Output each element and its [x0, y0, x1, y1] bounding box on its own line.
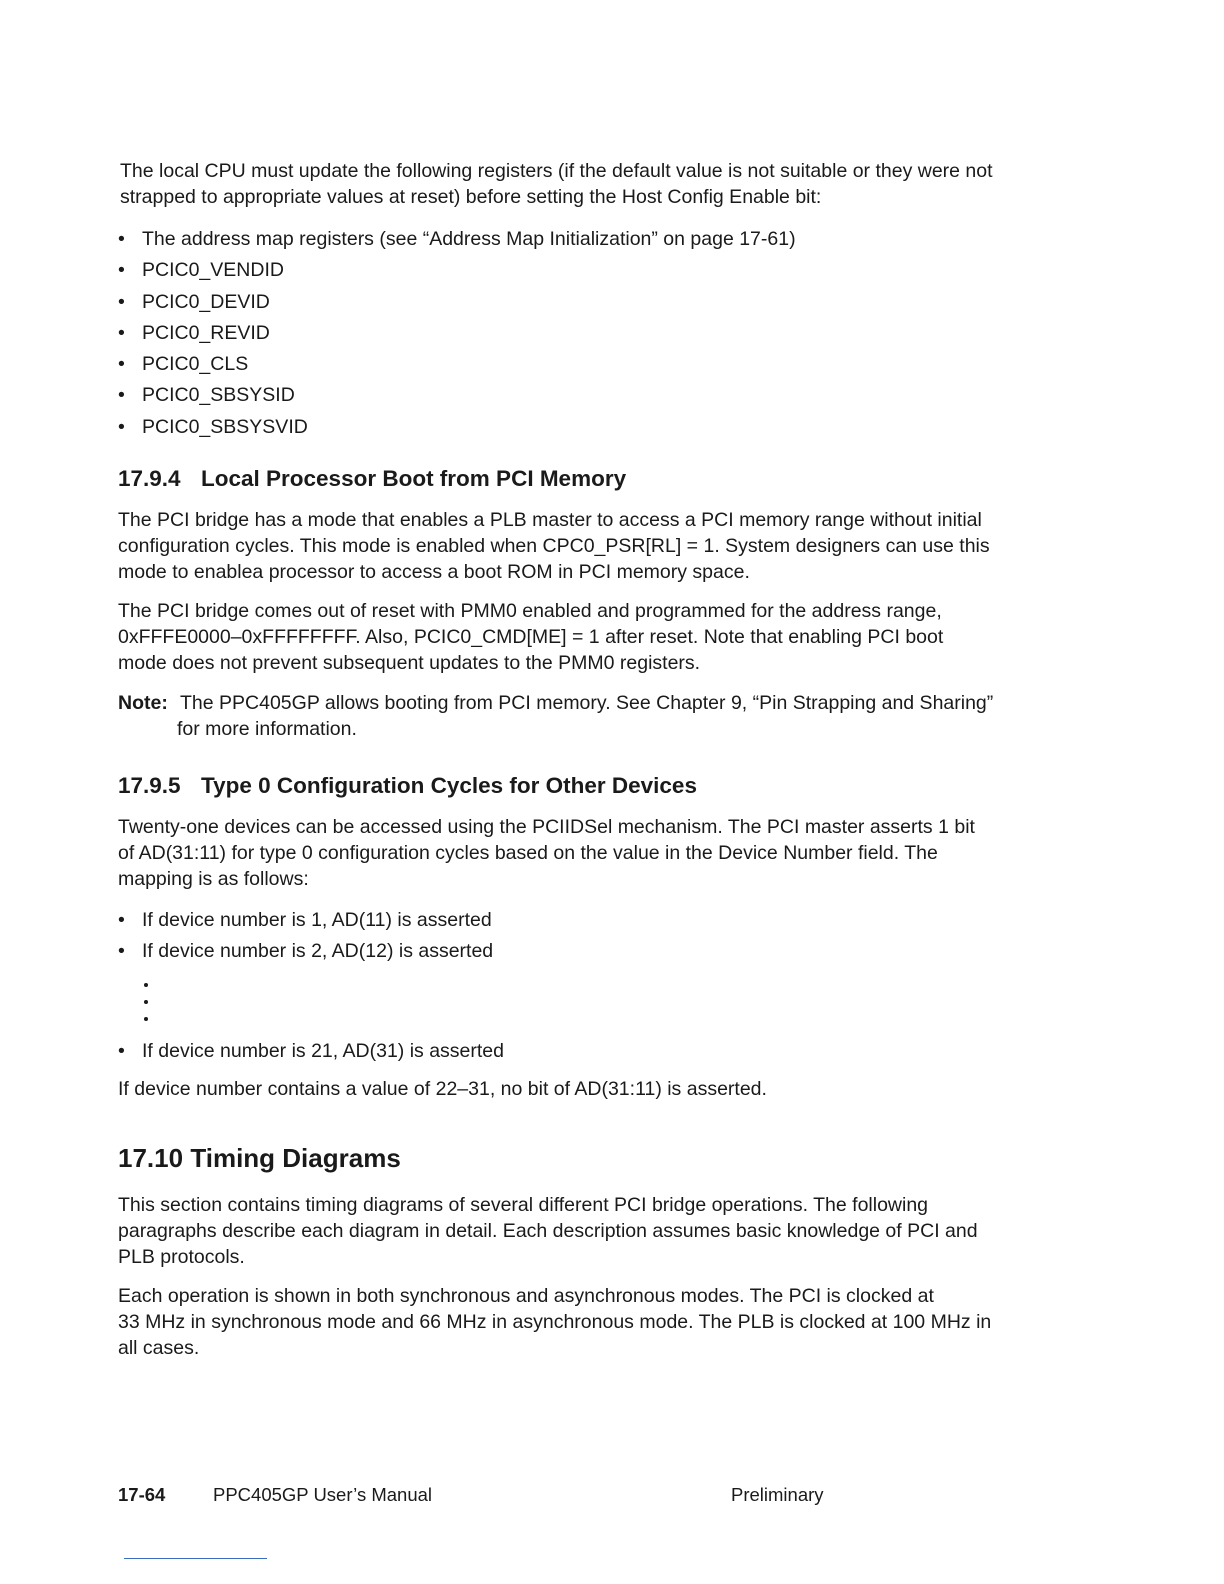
- section-heading: [118, 465, 1038, 493]
- section-title: Type 0 Configuration Cycles for Other Devices: [201, 773, 697, 799]
- vertical-ellipsis: [118, 968, 1038, 1036]
- list-item: • If device number is 2, AD(12) is asserted: [118, 936, 1038, 967]
- list-item: • PCIC0_SBSYSID: [118, 380, 1038, 411]
- text-line: mode to enablea processor to access a boot ROM in PCI memory space.: [118, 561, 750, 584]
- paragraph: [118, 507, 1038, 585]
- list-item: • PCIC0_SBSYSVID: [118, 412, 1038, 443]
- page-number: 17-64: [118, 1484, 166, 1505]
- ellipsis-dot: [144, 983, 148, 987]
- device-list: [118, 905, 1038, 968]
- document-status: Preliminary: [731, 1484, 824, 1505]
- section-heading: [118, 1142, 1038, 1174]
- list-item: • The address map registers (see “Address Map Initialization” on page 17-61): [118, 224, 1038, 255]
- ellipsis-dot: [144, 1000, 148, 1004]
- intro-line: The local CPU must update the following registers (if the default value is not suitable or they were not: [120, 160, 993, 182]
- section-number: 17.10: [118, 1142, 184, 1173]
- text-line: The PCI bridge has a mode that enables a PLB master to access a PCI memory range without initial: [118, 509, 982, 532]
- text-line: paragraphs describe each diagram in detail. Each description assumes basic knowledge of PCI and: [118, 1219, 978, 1242]
- paragraph: [118, 1192, 1038, 1270]
- page-content: [118, 158, 1038, 1361]
- text-line: 33 MHz in synchronous mode and 66 MHz in asynchronous mode. The PLB is clocked at 100 MHz in: [118, 1310, 992, 1333]
- manual-title: PPC405GP User’s Manual: [213, 1484, 433, 1505]
- text-line: The PPC405GP allows booting from PCI memory. See Chapter 9, “Pin Strapping and Sharing”: [180, 692, 994, 715]
- list-item: • PCIC0_CLS: [118, 349, 1038, 380]
- section-title: Local Processor Boot from PCI Memory: [201, 466, 627, 492]
- list-item: • If device number is 1, AD(11) is asserted: [118, 905, 1038, 936]
- note-block: [118, 690, 1038, 742]
- footer-rule: [124, 1558, 267, 1559]
- list-item: • PCIC0_DEVID: [118, 287, 1038, 318]
- list-item: • PCIC0_VENDID: [118, 255, 1038, 286]
- register-list: [118, 224, 1038, 443]
- section-heading: [118, 772, 1038, 800]
- text-line: mode does not prevent subsequent updates to the PMM0 registers.: [118, 652, 701, 675]
- section-title: Timing Diagrams: [190, 1142, 401, 1173]
- paragraph: [118, 598, 1038, 676]
- list-item: • If device number is 21, AD(31) is asserted: [118, 1036, 1038, 1067]
- paragraph: [118, 814, 1038, 892]
- text-line: for more information.: [177, 718, 357, 741]
- device-list-end: [118, 1036, 1038, 1067]
- intro-line: strapped to appropriate values at reset) before setting the Host Config Enable bit:: [120, 186, 822, 208]
- section-number: 17.9.4: [118, 466, 181, 492]
- text-line: Each operation is shown in both synchronous and asynchronous modes. The PCI is clocked at: [118, 1284, 934, 1307]
- paragraph: If device number contains a value of 22–31, no bit of AD(31:11) is asserted.: [118, 1077, 767, 1100]
- intro-paragraph: [120, 158, 1038, 210]
- text-line: Twenty-one devices can be accessed using the PCIIDSel mechanism. The PCI master asserts 1 bit: [118, 816, 975, 839]
- paragraph: [118, 1283, 1038, 1361]
- ellipsis-dot: [144, 1017, 148, 1021]
- text-line: configuration cycles. This mode is enabled when CPC0_PSR[RL] = 1. System designers can use this: [118, 535, 990, 558]
- text-line: The PCI bridge comes out of reset with PMM0 enabled and programmed for the address range,: [118, 600, 942, 623]
- section-number: 17.9.5: [118, 773, 181, 799]
- list-item: • PCIC0_REVID: [118, 318, 1038, 349]
- text-line: PLB protocols.: [118, 1245, 245, 1268]
- text-line: mapping is as follows:: [118, 868, 309, 891]
- note-text: [177, 690, 1038, 742]
- text-line: 0xFFFE0000–0xFFFFFFFF. Also, PCIC0_CMD[ME] = 1 after reset. Note that enabling PCI boot: [118, 626, 944, 649]
- note-label: Note:: [118, 692, 168, 715]
- text-line: This section contains timing diagrams of several different PCI bridge operations. The following: [118, 1193, 929, 1216]
- text-line: of AD(31:11) for type 0 configuration cycles based on the value in the Device Number field. The: [118, 842, 938, 865]
- text-line: all cases.: [118, 1336, 200, 1359]
